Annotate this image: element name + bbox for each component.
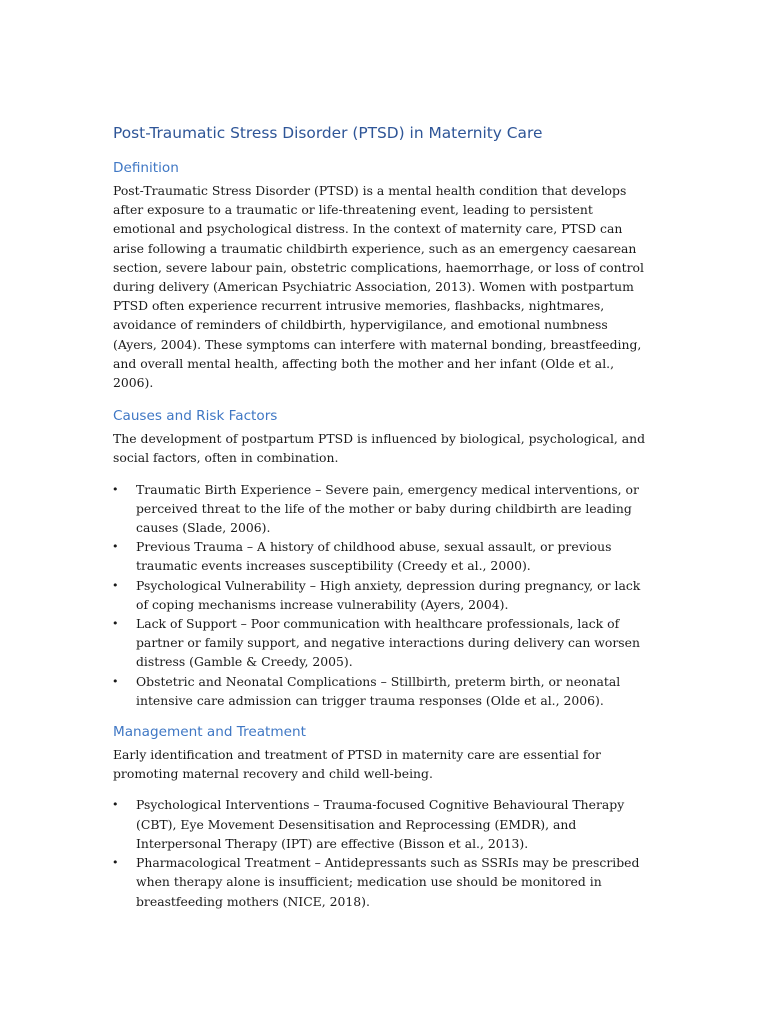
bullet-icon: • [112, 617, 119, 631]
definition-section [113, 158, 653, 392]
causes-bullet-list [113, 480, 653, 710]
list-item [113, 537, 653, 575]
management-bullet-list [113, 795, 653, 910]
list-item-text: Lack of Support – Poor communication with healthcare professionals, lack of partner or family support, and negative interactions during delivery can worsen distress (Gamble & Creedy, 2005). [136, 616, 640, 670]
bullet-icon: • [112, 798, 119, 812]
list-item [113, 576, 653, 614]
list-item [113, 614, 653, 672]
list-item-text: Psychological Vulnerability – High anxiety, depression during pregnancy, or lack of coping mechanisms increase vulnerability (Ayers, 2004). [136, 577, 641, 612]
causes-section [113, 406, 653, 710]
document-page [113, 121, 653, 924]
list-item-text: Previous Trauma – A history of childhood abuse, sexual assault, or previous traumatic events increases susceptibility (Creedy et al., 2000). [136, 539, 612, 574]
list-item-text: Traumatic Birth Experience – Severe pain, emergency medical interventions, or perceived threat to the life of the mother or baby during childbirth are leading causes (Slade, 2006). [136, 481, 639, 536]
definition-paragraph: Post-Traumatic Stress Disorder (PTSD) is a mental health condition that develops after exposure to a traumatic or life-threatening event, leading to persistent emotional and psychological distress. In the context of maternity care, PTSD can arise following a traumatic childbirth experience, such as an emergency caesarean section, severe labour pain, obstetric complications, haemorrhage, or loss of control during delivery (American Psychiatric Association, 2013). Women with postpartum PTSD often experience recurrent intrusive memories, flashbacks, nightmares, avoidance of reminders of childbirth, hypervigilance, and emotional numbness (Ayers, 2004). These symptoms can interfere with maternal bonding, breastfeeding, and overall mental health, affecting both the mother and her infant (Olde et al., 2006). [113, 183, 644, 391]
document-title: Post-Traumatic Stress Disorder (PTSD) in Maternity Care [113, 124, 543, 142]
management-intro-paragraph: Early identification and treatment of PTSD in maternity care are essential for promoting maternal recovery and child well-being. [113, 747, 601, 782]
list-item-text: Psychological Interventions – Trauma-focused Cognitive Behavioural Therapy (CBT), Eye Movement Desensitisation and Reprocessing (EMDR), and Interpersonal Therapy (IPT) are effective (Bisson et al., 2013). [136, 797, 625, 851]
bullet-icon: • [112, 578, 119, 592]
bullet-icon: • [112, 540, 119, 554]
list-item-text: Obstetric and Neonatal Complications – Stillbirth, preterm birth, or neonatal intensive care admission can trigger trauma responses (Olde et al., 2006). [136, 673, 621, 708]
causes-heading: Causes and Risk Factors [113, 408, 278, 425]
list-item [113, 480, 653, 538]
definition-heading: Definition [113, 160, 179, 176]
list-item [113, 795, 653, 853]
list-item [113, 672, 653, 710]
list-item [113, 853, 653, 911]
management-section [113, 722, 653, 911]
bullet-icon: • [112, 674, 119, 688]
causes-intro-paragraph: The development of postpartum PTSD is influenced by biological, psychological, and social factors, often in combination. [113, 431, 646, 466]
list-item-text: Pharmacological Treatment – Antidepressants such as SSRIs may be prescribed when therapy alone is insufficient; medication use should be monitored in breastfeeding mothers (NICE, 2018). [136, 855, 640, 909]
bullet-icon: • [112, 856, 119, 870]
bullet-icon: • [112, 482, 119, 496]
management-heading: Management and Treatment [113, 724, 306, 741]
